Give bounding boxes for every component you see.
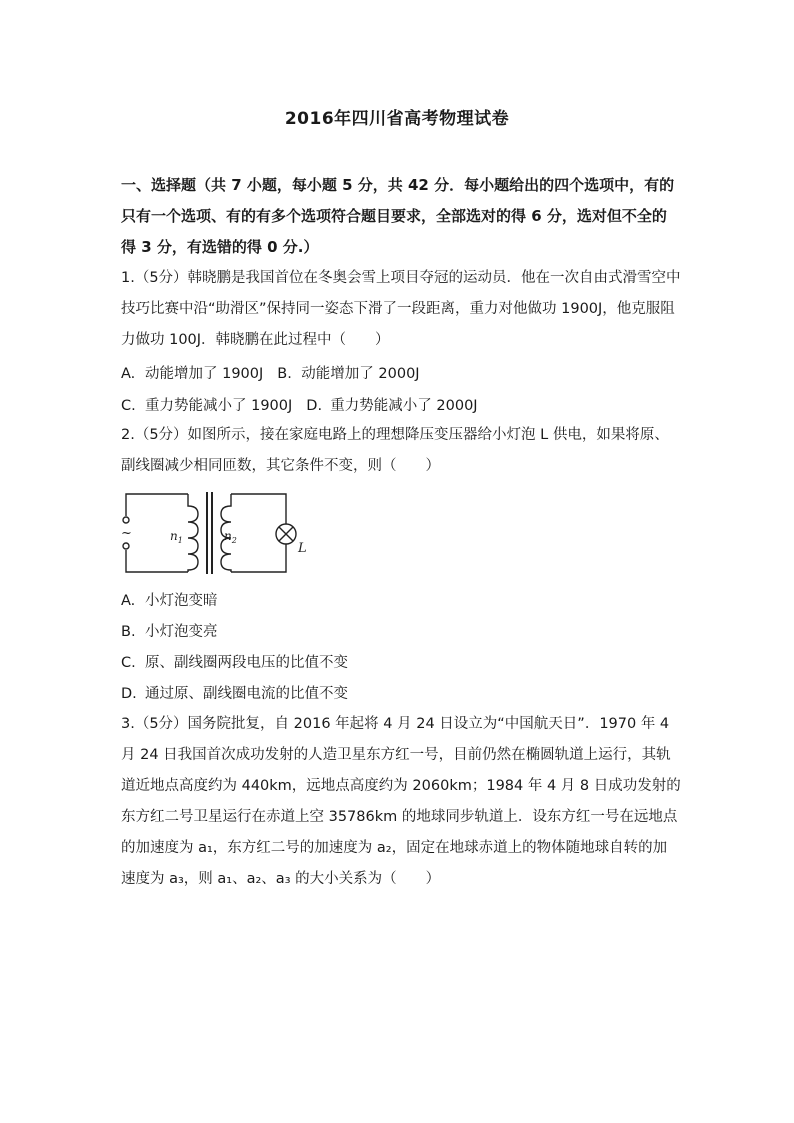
n2-subscript: 2 [231, 536, 237, 545]
lamp-label: L [298, 541, 307, 556]
option-label: D. [121, 686, 137, 702]
option-label: C. [121, 398, 136, 414]
question-2-option-c [121, 653, 681, 673]
question-1-options-row-2 [121, 396, 681, 416]
option-label: C. [121, 655, 136, 671]
primary-turns-label [170, 529, 183, 545]
question-2-option-d [121, 684, 681, 704]
section-header: 一、选择题（共 7 小题，每小题 5 分，共 42 分．每小题给出的四个选项中，有的只有一个选项、有的有多个选项符合题目要求，全部选对的得 6 分，选对但不全的得 3 分，有选错的得 0 分.） [121, 176, 675, 256]
n1-subscript: 1 [177, 536, 183, 545]
question-2-stem: 2.（5分）如图所示，接在家庭电路上的理想降压变压器给小灯泡 L 供电，如果将原、副线圈减少相同匝数，其它条件不变，则（ ） [121, 427, 669, 474]
page-title: 2016年四川省高考物理试卷 [284, 109, 510, 129]
n2-symbol: n [224, 529, 232, 543]
question-1-stem: 1.（5分）韩晓鹏是我国首位在冬奥会雪上项目夺冠的运动员．他在一次自由式滑雪空中技巧比赛中沿“助滑区”保持同一姿态下滑了一段距离，重力对他做功 1900J，他克服阻力做功 100J．韩晓鹏在此过程中（ ） [121, 270, 681, 348]
option-label: A. [121, 593, 136, 609]
option-text: 动能增加了 2000J [301, 366, 420, 382]
secondary-turns-label [224, 529, 237, 545]
transformer-circuit-diagram [118, 488, 308, 580]
option-label: A. [121, 366, 136, 382]
option-text: 小灯泡变亮 [145, 624, 218, 640]
n1-symbol: n [170, 529, 178, 543]
option-text: 通过原、副线圈电流的比值不变 [145, 686, 348, 702]
question-2-option-b [121, 622, 681, 642]
ac-source-symbol: ~ [121, 526, 132, 541]
question-1-options-row-1 [121, 364, 681, 384]
option-text: 重力势能减小了 2000J [330, 398, 478, 414]
option-text: 原、副线圈两段电压的比值不变 [145, 655, 348, 671]
option-text: 小灯泡变暗 [145, 593, 218, 609]
question-3-stem: 3.（5分）国务院批复，自 2016 年起将 4 月 24 日设立为“中国航天日”．1970 年 4 月 24 日我国首次成功发射的人造卫星东方红一号，目前仍然在椭圆轨道上运行，其轨道近地点高度约为 440km，远地点高度约为 2060km；1984 年 4 月 8 日成功发射的东方红二号卫星运行在赤道上空 35786km 的地球同步轨道上．设东方红一号在远地点的加速度为 a₁，东方红二号的加速度为 a₂，固定在地球赤道上的物体随地球自转的加速度为 a₃，则 a₁、a₂、a₃ 的大小关系为（ ） [121, 716, 681, 887]
option-text: 重力势能减小了 1900J [145, 398, 293, 414]
option-label: D. [306, 398, 323, 414]
question-2-option-a [121, 591, 681, 611]
option-label: B. [277, 366, 292, 382]
option-label: B. [121, 624, 136, 640]
option-text: 动能增加了 1900J [145, 366, 264, 382]
